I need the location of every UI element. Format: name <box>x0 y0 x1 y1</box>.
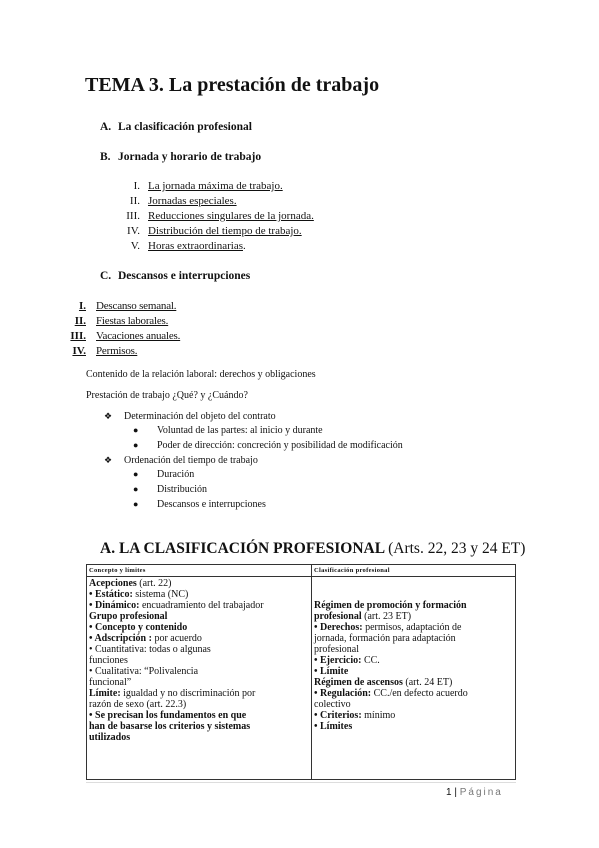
table-cell-concepto: Acepciones (art. 22) • Estático: sistema (NC) • Dinámico: encuadramiento del trabajador Grupo profesional • Concepto y contenido • Adscripción : por acuerdo • Cuantitativa: todas o algunas funciones • Cualitativa: “Polivalencia funcional” Límite: igualdad y no discriminación por razón de sexo (art. 22.3) • Se precisan los fundamentos en que han de basarse los criterios y sistemas utilizados <box>87 577 312 780</box>
page-title: TEMA 3. La prestación de trabajo <box>85 74 380 96</box>
descanso-link-2[interactable]: Fiestas laborales. <box>96 315 169 327</box>
descanso-link-1[interactable]: Descanso semanal. <box>96 300 177 312</box>
outline-item: ❖ Ordenación del tiempo de trabajo <box>104 455 258 466</box>
jornada-link-4[interactable]: Distribución del tiempo de trabajo. <box>148 225 302 237</box>
outline-bullet: ● Duración <box>133 469 195 480</box>
table-header-row <box>87 565 516 577</box>
bullet-icon: ● <box>133 440 139 450</box>
page-label: Página <box>459 787 503 798</box>
descanso-link-3[interactable]: Vacaciones anuales. <box>96 330 181 342</box>
diamond-bullet-icon: ❖ <box>104 455 113 465</box>
bullet-icon: ● <box>133 425 139 435</box>
bullet-icon: ● <box>133 484 139 494</box>
question-line: Prestación de trabajo ¿Qué? y ¿Cuándo? <box>86 390 248 401</box>
section-a-heading: A. La clasificación profesional <box>100 121 252 133</box>
classification-table <box>86 564 516 780</box>
page-number: 1 <box>446 787 452 798</box>
outline-bullet: ● Poder de dirección: concreción y posibilidad de modificación <box>133 440 403 451</box>
bullet-icon: ● <box>133 499 139 509</box>
jornada-link-5[interactable]: Horas extraordinarias <box>148 240 243 252</box>
section-c-heading: C. Descansos e interrupciones <box>100 270 251 282</box>
table-cell-clasificacion: Régimen de promoción y formación profesional (art. 23 ET) • Derechos: permisos, adaptación de jornada, formación para adaptación profesional • Ejercicio: CC. • Límite Régimen de ascensos (art. 24 ET) • Regulación: CC./en defecto acuerdo colectivo • Criterios: mínimo • Límites <box>312 577 516 780</box>
diamond-bullet-icon: ❖ <box>104 411 113 421</box>
section-heading: A. LA CLASIFICACIÓN PROFESIONAL (Arts. 22, 23 y 24 ET) <box>100 540 526 557</box>
intro-line: Contenido de la relación laboral: derechos y obligaciones <box>86 369 316 380</box>
footer-divider <box>86 782 516 783</box>
outline-bullet: ● Distribución <box>133 484 207 495</box>
outline-item: ❖ Determinación del objeto del contrato <box>104 411 276 422</box>
descanso-link-4[interactable]: Permisos. <box>96 345 138 357</box>
section-b-heading: B. Jornada y horario de trabajo <box>100 151 262 163</box>
jornada-link-1[interactable]: La jornada máxima de trabajo. <box>148 180 283 192</box>
table-header-clasificacion: Clasificación profesional <box>312 565 516 577</box>
page-footer: 1 | Página <box>446 787 503 798</box>
outline-bullet: ● Descansos e interrupciones <box>133 499 266 510</box>
outline-bullet: ● Voluntad de las partes: al inicio y durante <box>133 425 323 436</box>
jornada-link-3[interactable]: Reducciones singulares de la jornada. <box>148 210 314 222</box>
table-header-concepto: Concepto y límites <box>87 565 312 577</box>
jornada-link-2[interactable]: Jornadas especiales. <box>148 195 237 207</box>
table-row <box>87 577 516 780</box>
bullet-icon: ● <box>133 469 139 479</box>
